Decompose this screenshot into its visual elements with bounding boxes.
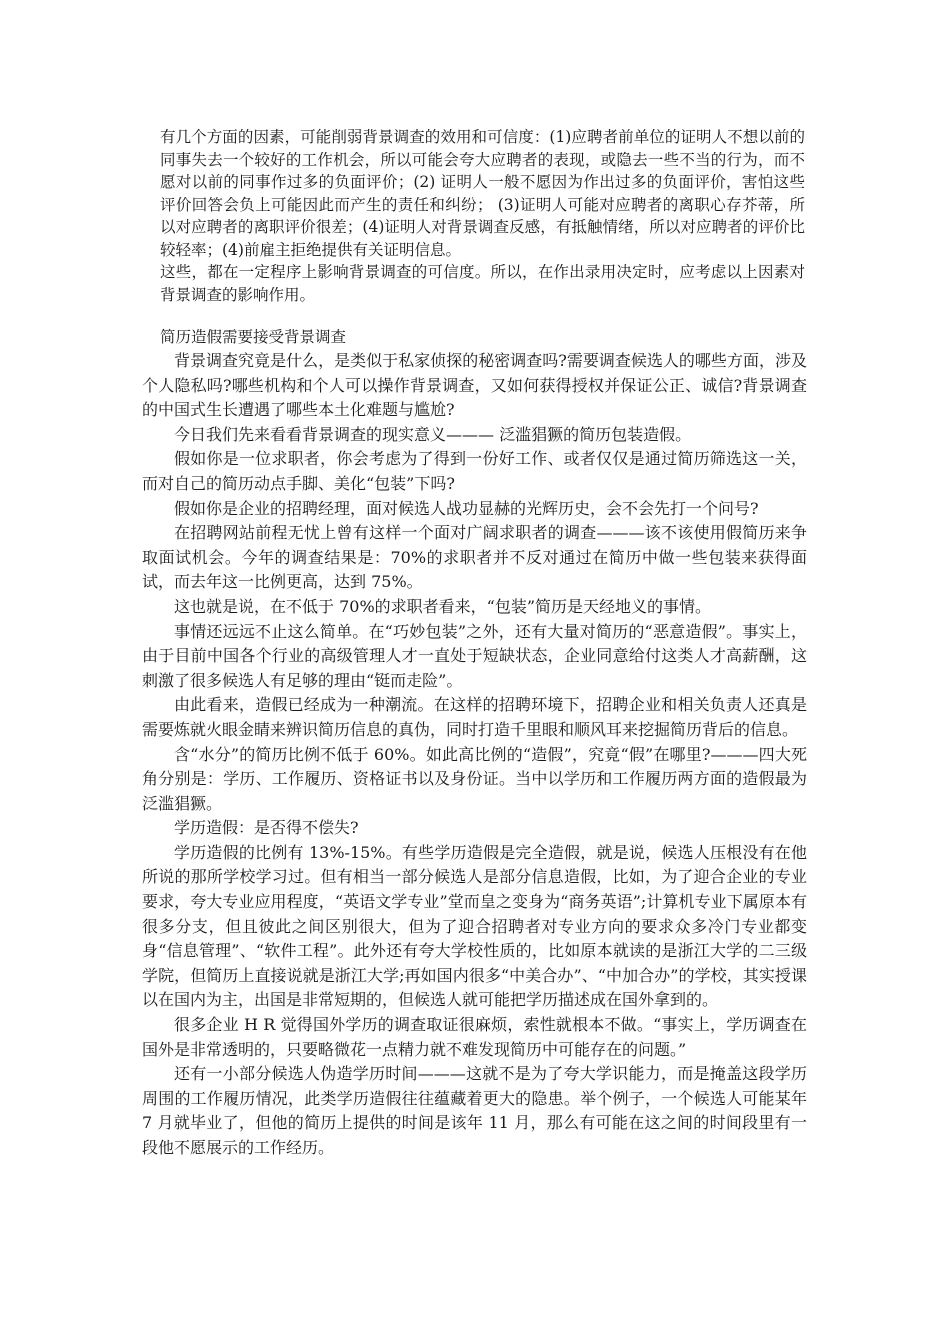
intro-conclusion: 这些，都在一定程序上影响背景调查的可信度。所以，在作出录用决定时，应考虑以上因素对背景调查的影响作用。 [160, 263, 805, 304]
body-paragraph: 学历造假的比例有 13%-15%。有些学历造假是完全造假，就是说，候选人压根没有在他所说的那所学校学习过。但有相当一部分候选人是部分信息造假，比如，为了迎合企业的专业要求，夸大专业应用程度，“英语文学专业”堂而皇之变身为“商务英语”;计算机专业下属原本有很多分支，但且彼此之间区别很大，但为了迎合招聘者对专业方向的要求众多冷门专业都变身“信息管理”、“软件工程”。此外还有夸大学校性质的，比如原本就读的是浙江大学的二三级学院，但简历上直接说就是浙江大学;再如国内很多“中美合办”、“中加合办”的学校，其实授课以在国内为主，出国是非常短期的，但候选人就可能把学历描述成在国外拿到的。 [142, 842, 807, 1010]
body-paragraph: 假如你是一位求职者，你会考虑为了得到一份好工作、或者仅仅是通过简历筛选这一关，而对自己的简历动点手脚、美化“包装”下吗? [142, 449, 807, 493]
body-paragraph: 今日我们先来看看背景调查的现实意义——— 泛滥猖獗的简历包装造假。 [174, 424, 692, 444]
body-paragraph: 含“水分”的简历比例不低于 60%。如此高比例的“造假”，究竟“假”在哪里?———四大死角分别是：学历、工作履历、资格证书以及身份证。当中以学历和工作履历两方面的造假最为泛滥猖獗。 [142, 744, 807, 813]
body-paragraph: 由此看来，造假已经成为一种潮流。在这样的招聘环境下，招聘企业和相关负责人还真是需要炼就火眼金睛来辨识简历信息的真伪，同时打造千里眼和顺风耳来挖掘简历背后的信息。 [142, 695, 807, 739]
section-heading: 简历造假需要接受背景调查 [160, 328, 347, 346]
body-paragraph: 这也就是说，在不低于 70%的求职者看来，“包装”简历是天经地义的事情。 [174, 596, 712, 616]
body-paragraph: 在招聘网站前程无忧上曾有这样一个面对广阔求职者的调查———该不该使用假简历来争取面试机会。今年的调查结果是：70%的求职者并不反对通过在简历中做一些包装来获得面试，而去年这一比例更高，达到 75%。 [142, 523, 807, 592]
body-paragraph: 假如你是企业的招聘经理，面对候选人战功显赫的光辉历史，会不会先打一个问号? [174, 498, 759, 518]
body-block [142, 349, 807, 1161]
intro-block [160, 126, 805, 306]
subheading-paragraph: 学历造假：是否得不偿失? [174, 818, 359, 838]
body-paragraph: 背景调查究竟是什么，是类似于私家侦探的秘密调查吗?需要调查候选人的哪些方面，涉及个人隐私吗?哪些机构和个人可以操作背景调查，又如何获得授权并保证公正、诚信?背景调查的中国式生长遭遇了哪些本土化难题与尴尬? [142, 351, 807, 420]
body-paragraph: 还有一小部分候选人伪造学历时间———这就不是为了夸大学识能力，而是掩盖这段学历周围的工作履历情况，此类学历造假往往蕴藏着更大的隐患。举个例子，一个候选人可能某年 7 月就毕业了，但他的简历上提供的时间是该年 11 月，那么有可能在这之间的时间段里有一段他不愿展示的工作经历。 [142, 1064, 807, 1157]
body-paragraph: 很多企业 H R 觉得国外学历的调查取证很麻烦，索性就根本不做。“事实上，学历调查在国外是非常透明的，只要略微花一点精力就不难发现简历中可能存在的问题。” [142, 1015, 807, 1059]
intro-paragraph: 有几个方面的因素，可能削弱背景调查的效用和可信度：(1)应聘者前单位的证明人不想以前的同事失去一个较好的工作机会，所以可能会夸大应聘者的表现，或隐去一些不当的行为，而不愿对以前的同事作过多的负面评价；(2) 证明人一般不愿因为作出过多的负面评价，害怕这些评价回答会负上可能因此而产生的责任和纠纷； (3)证明人可能对应聘者的离职心存芥蒂，所以对应聘者的离职评价很差；(4)证明人对背景调查反感，有抵触情绪，所以对应聘者的评价比较轻率；(4)前雇主拒绝提供有关证明信息。 [160, 128, 805, 259]
body-paragraph: 事情还远远不止这么简单。在“巧妙包装”之外，还有大量对简历的“恶意造假”。事实上，由于目前中国各个行业的高级管理人才一直处于短缺状态，企业同意给付这类人才高薪酬，这刺激了很多候选人有足够的理由“铤而走险”。 [142, 621, 807, 690]
